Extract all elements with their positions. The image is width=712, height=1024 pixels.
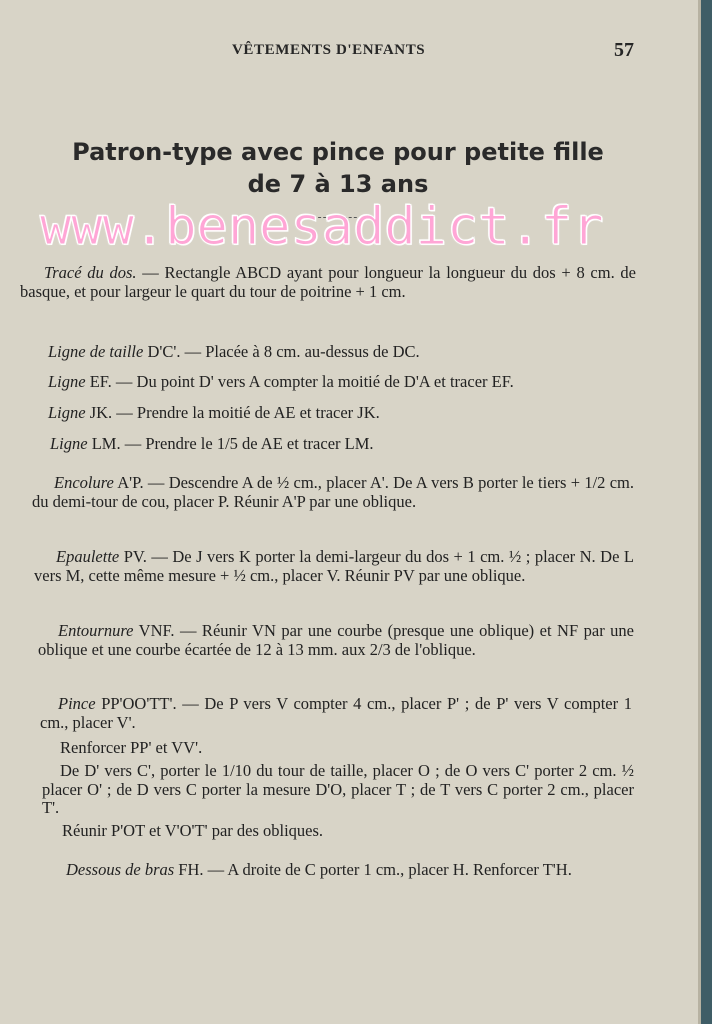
paragraph-ligne-ef: Ligne EF. — Du point D' vers A compter la moitié de D'A et tracer EF. bbox=[48, 372, 514, 391]
paragraph-pince: Pince PP'OO'TT'. — De P vers V compter 4 cm., placer P' ; de P' vers V compter 1 cm., placer V'. bbox=[40, 694, 632, 732]
paragraph-ligne-de-taille: Ligne de taille D'C'. — Placée à 8 cm. au-dessus de DC. bbox=[48, 342, 420, 361]
watermark-text: www.benesaddict.fr bbox=[40, 197, 604, 257]
page-title bbox=[30, 136, 646, 200]
paragraph-de-d-vers-c: De D' vers C', porter le 1/10 du tour de taille, placer O ; de O vers C' porter 2 cm. ½ placer O' ; de D vers C porter la mesure D'O, placer T ; de T vers C porter 2 cm., placer T'. bbox=[42, 761, 634, 818]
title-line-1: Patron-type avec pince pour petite fille bbox=[72, 138, 604, 166]
page-number: 57 bbox=[614, 39, 634, 61]
paragraph-renforcer: Renforcer PP' et VV'. bbox=[60, 738, 203, 757]
title-line-2: de 7 à 13 ans bbox=[247, 170, 429, 198]
paragraph-entournure: Entournure VNF. — Réunir VN par une courbe (presque une oblique) et NF par une oblique et une courbe écartée de 12 à 13 mm. aux 2/3 de l'oblique. bbox=[38, 621, 634, 659]
page-header bbox=[0, 39, 698, 62]
paragraph-trace-du-dos: Tracé du dos. — Rectangle ABCD ayant pour longueur la longueur du dos + 8 cm. de basque, et pour largeur le quart du tour de poitrine + 1 cm. bbox=[20, 263, 636, 301]
paragraph-ligne-lm: Ligne LM. — Prendre le 1/5 de AE et tracer LM. bbox=[50, 434, 374, 453]
paragraph-reunir: Réunir P'OT et V'O'T' par des obliques. bbox=[62, 821, 324, 840]
running-head: VÊTEMENTS D'ENFANTS bbox=[232, 42, 426, 58]
paragraph-encolure: Encolure A'P. — Descendre A de ½ cm., placer A'. De A vers B porter le tiers + 1/2 cm. du demi-tour de cou, placer P. Réunir A'P par une oblique. bbox=[32, 473, 634, 511]
paragraph-dessous-de-bras: Dessous de bras FH. — A droite de C porter 1 cm., placer H. Renforcer T'H. bbox=[66, 860, 572, 879]
paragraph-ligne-jk: Ligne JK. — Prendre la moitié de AE et tracer JK. bbox=[48, 403, 380, 422]
paragraph-epaulette: Epaulette PV. — De J vers K porter la demi-largeur du dos + 1 cm. ½ ; placer N. De L vers M, cette même mesure + ½ cm., placer V. Réunir PV par une oblique. bbox=[34, 547, 634, 585]
